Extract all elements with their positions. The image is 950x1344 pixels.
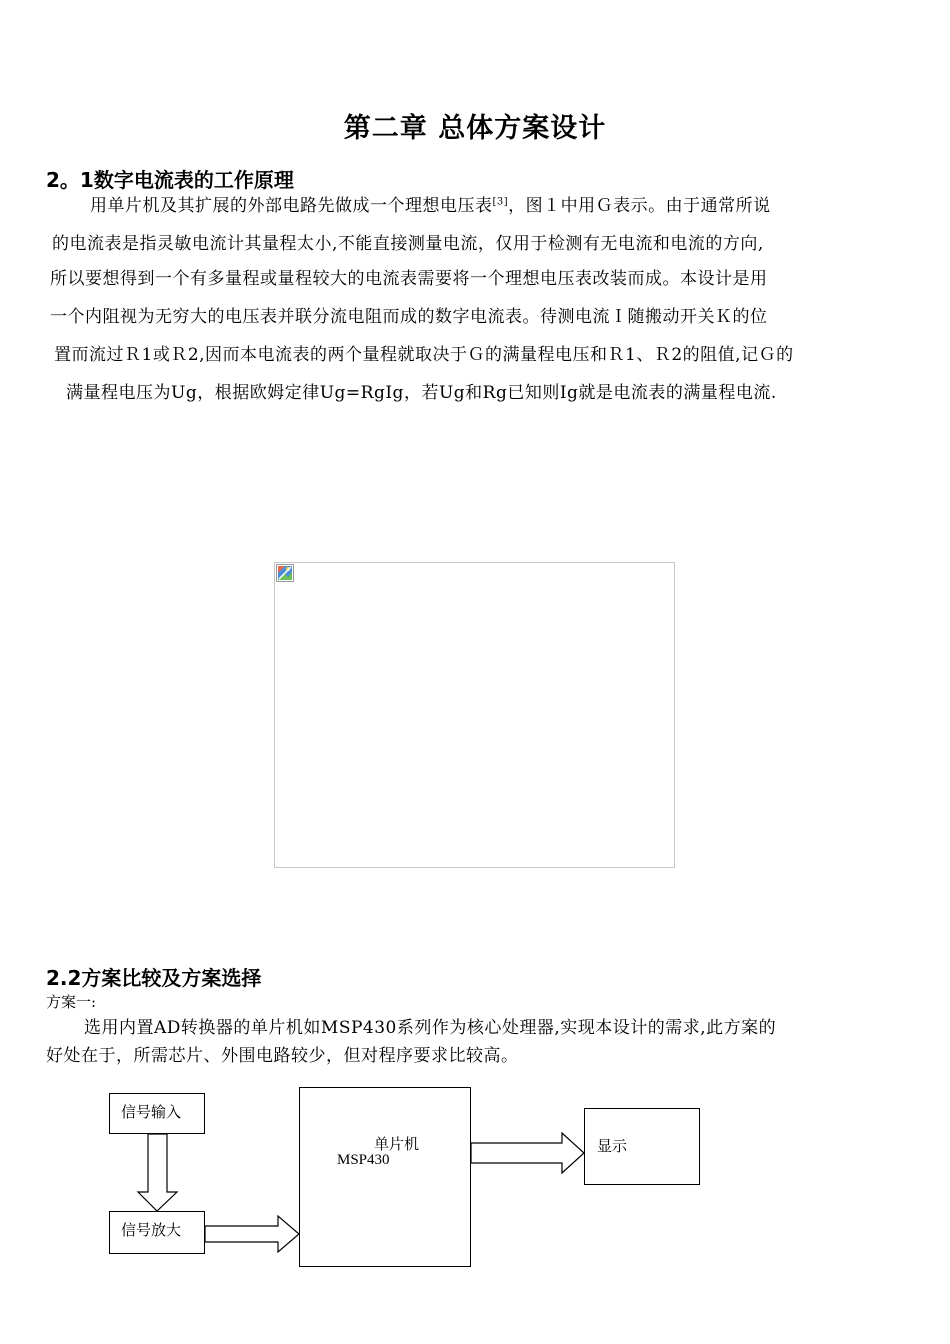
- section-2-line-1: 选用内置AD转换器的单片机如MSP430系列作为核心处理器,实现本设计的需求,此方案的: [84, 1018, 777, 1038]
- arrow-input-to-amplify: [138, 1134, 177, 1211]
- display-label: 显示: [597, 1137, 628, 1155]
- arrow-mcu-to-display: [471, 1133, 584, 1173]
- signal-input-label: 信号输入: [121, 1103, 182, 1121]
- arrow-amplify-to-mcu: [205, 1216, 299, 1252]
- section-1-line-3: 所以要想得到一个有多量程或量程较大的电流表需要将一个理想电压表改装而成。本设计是用: [50, 269, 768, 289]
- section-1-line-5: 置而流过Ｒ1或Ｒ2,因而本电流表的两个量程就取决于Ｇ的满量程电压和Ｒ1、Ｒ2的阻值,记Ｇ的: [54, 345, 794, 365]
- mcu-model: MSP430: [337, 1152, 390, 1168]
- section-1-line-2: 的电流表是指灵敏电流计其量程太小,不能直接测量电流，仅用于检测有无电流和电流的方向,: [52, 234, 764, 254]
- signal-amplify-label: 信号放大: [121, 1221, 182, 1239]
- section-1-line-6: 满量程电压为Ug，根据欧姆定律Ug=RgIg，若Ug和Rg已知则Ig就是电流表的满量程电流.: [66, 383, 777, 403]
- chapter-title: 第二章 总体方案设计: [343, 113, 607, 144]
- section-1-line-1a: 用单片机及其扩展的外部电路先做成一个理想电压表: [90, 196, 493, 216]
- section-2-title: 2.2方案比较及方案选择: [46, 966, 262, 990]
- mcu-label: 单片机: [374, 1135, 420, 1153]
- option-one-label: 方案一:: [46, 993, 97, 1011]
- section-1-line-1b: ，图１中用Ｇ表示。由于通常所说: [508, 196, 771, 216]
- section-1-line-4: 一个内阻视为无穷大的电压表并联分流电阻而成的数字电流表。待测电流Ｉ随搬动开关Ｋ的位: [50, 307, 768, 327]
- section-2-line-2: 好处在于，所需芯片、外围电路较少，但对程序要求比较高。: [46, 1046, 519, 1066]
- citation-mark: [3]: [492, 196, 509, 208]
- section-1-title: 2。1数字电流表的工作原理: [46, 168, 294, 192]
